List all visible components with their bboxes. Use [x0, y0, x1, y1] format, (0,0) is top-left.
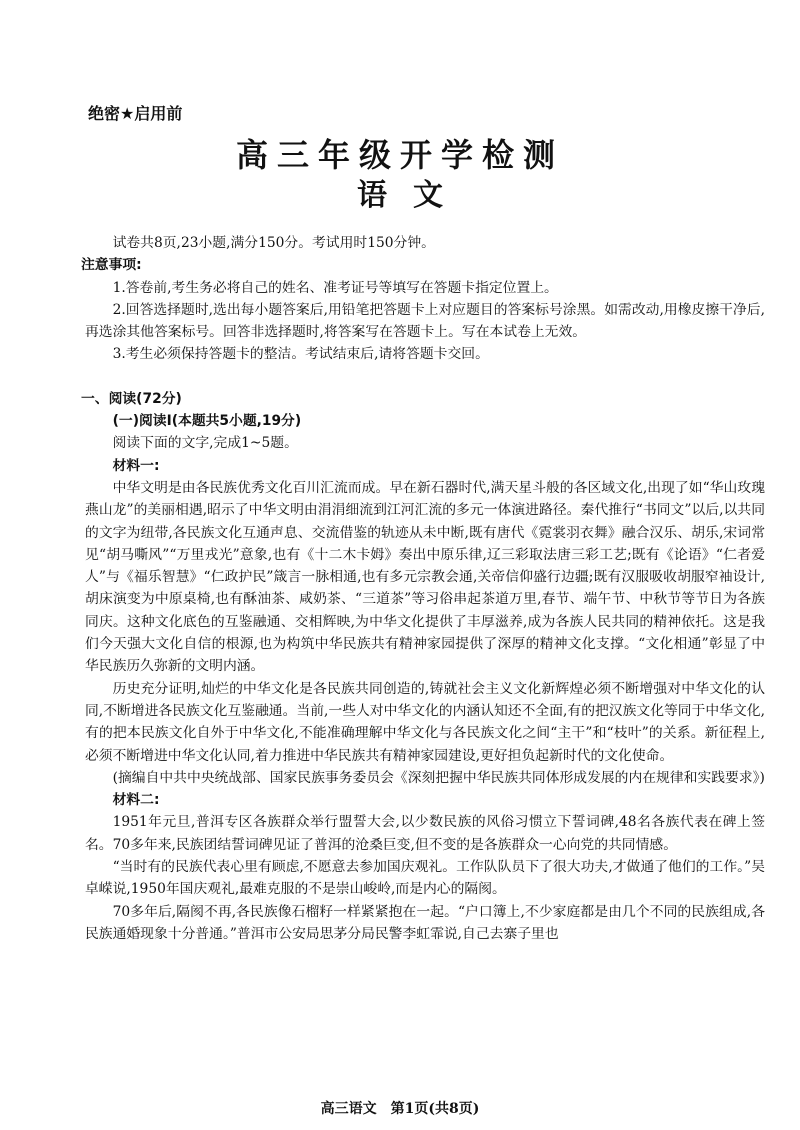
section-instruction: 阅读下面的文字,完成1~5题。: [112, 435, 298, 452]
notice-heading: 注意事项:: [81, 257, 142, 274]
material-1-source: (摘编自中共中央统战部、国家民族事务委员会《深刻把握中华民族共同体形成发展的内在规律和实践要求》): [112, 769, 765, 786]
section-sub-heading: (一)阅读Ⅰ(本题共5小题,19分): [112, 413, 302, 430]
material-1-paragraph-1: 中华文明是由各民族优秀文化百川汇流而成。早在新石器时代,满天星斗般的各区域文化,出现了如“华山玫瑰燕山龙”的美丽相遇,昭示了中华文明由涓涓细流到江河汇流的多元一体演进路径。秦代推行“书同文”以后,以共同的文字为纽带,各民族文化互通声息、交流借鉴的轨迹从未中断,既有唐代《霓裳羽衣舞》融合汉乐、胡乐,宋词常见“胡马嘶风”“万里戎光”意象,也有《十二木卡姆》奏出中原乐律,辽三彩取法唐三彩工艺;既有《论语》“仁者爱人”与《福乐智慧》“仁政护民”箴言一脉相通,也有多元宗教会通,关帝信仰盛行边疆;既有汉服吸收胡服窄袖设计,胡床演变为中原桌椅,也有酥油茶、咸奶茶、“三道茶”等习俗串起茶道万里,春节、端午节、中秋节等节日为各族同庆。这种文化底色的互鉴融通、交相辉映,为中华文化提供了丰厚滋养,成为各族人民共同的精神依托。这是我们今天强大文化自信的根源,也为构筑中华民族共有精神家园提供了深厚的精神文化支撑。“文化相通”彰显了中华民族历久弥新的文明内涵。: [85, 479, 765, 675]
confidential-mark: 绝密★启用前: [88, 104, 183, 123]
subject-title: 语文: [357, 178, 469, 213]
spacer: [85, 366, 765, 388]
page-footer: 高三语文 第1页(共8页): [320, 1101, 480, 1117]
exam-body: [81, 232, 765, 945]
section-heading: 一、阅读(72分): [81, 390, 182, 407]
material-2-paragraph-3: 70多年后,隔阂不再,各民族像石榴籽一样紧紧抱在一起。“户口簿上,不少家庭都是由几个不同的民族组成,各民族通婚现象十分普通。”普洱市公安局思茅分局民警李虹霏说,自己去寨子里也: [85, 903, 765, 942]
material-1-label: 材料一:: [112, 457, 160, 474]
exam-title: 高三年级开学检测: [235, 136, 564, 174]
exam-intro: 试卷共8页,23小题,满分150分。考试用时150分钟。: [112, 235, 435, 251]
material-2-label: 材料二:: [112, 792, 160, 809]
notice-item-3: 3.考生必须保持答题卡的整洁。考试结束后,请将答题卡交回。: [112, 346, 489, 363]
material-1-paragraph-2: 历史充分证明,灿烂的中华文化是各民族共同创造的,铸就社会主义文化新辉煌必须不断增强对中华文化的认同,不断增进各民族文化互鉴融通。当前,一些人对中华文化的内涵认知还不全面,有的把汉族文化等同于中华文化,有的把本民族文化自外于中华文化,不能准确理解中华文化与各民族文化之间“主干”和“枝叶”的关系。新征程上,必须不断增进中华文化认同,着力推进中华民族共有精神家园建设,更好担负起新时代的文化使命。: [85, 680, 765, 764]
notice-item-2: 2.回答选择题时,选出每小题答案后,用铅笔把答题卡上对应题目的答案标号涂黑。如需改动,用橡皮擦干净后,再选涂其他答案标号。回答非选择题时,将答案写在答题卡上。写在本试卷上无效。: [85, 301, 765, 341]
material-2-paragraph-2: “当时有的民族代表心里有顾虑,不愿意去参加国庆观礼。工作队队员下了很大功夫,才做通了他们的工作。”吴卓嵘说,1950年国庆观礼,最难克服的不是崇山峻岭,而是内心的隔阂。: [85, 859, 765, 898]
notice-item-1: 1.答卷前,考生务必将自己的姓名、准考证号等填写在答题卡指定位置上。: [112, 279, 558, 296]
material-2-paragraph-1: 1951年元旦,普洱专区各族群众举行盟誓大会,以少数民族的风俗习惯立下誓词碑,48名各族代表在碑上签名。70多年来,民族团结誓词碑见证了普洱的沧桑巨变,但不变的是各族群众一心向党的共同情感。: [85, 814, 765, 853]
